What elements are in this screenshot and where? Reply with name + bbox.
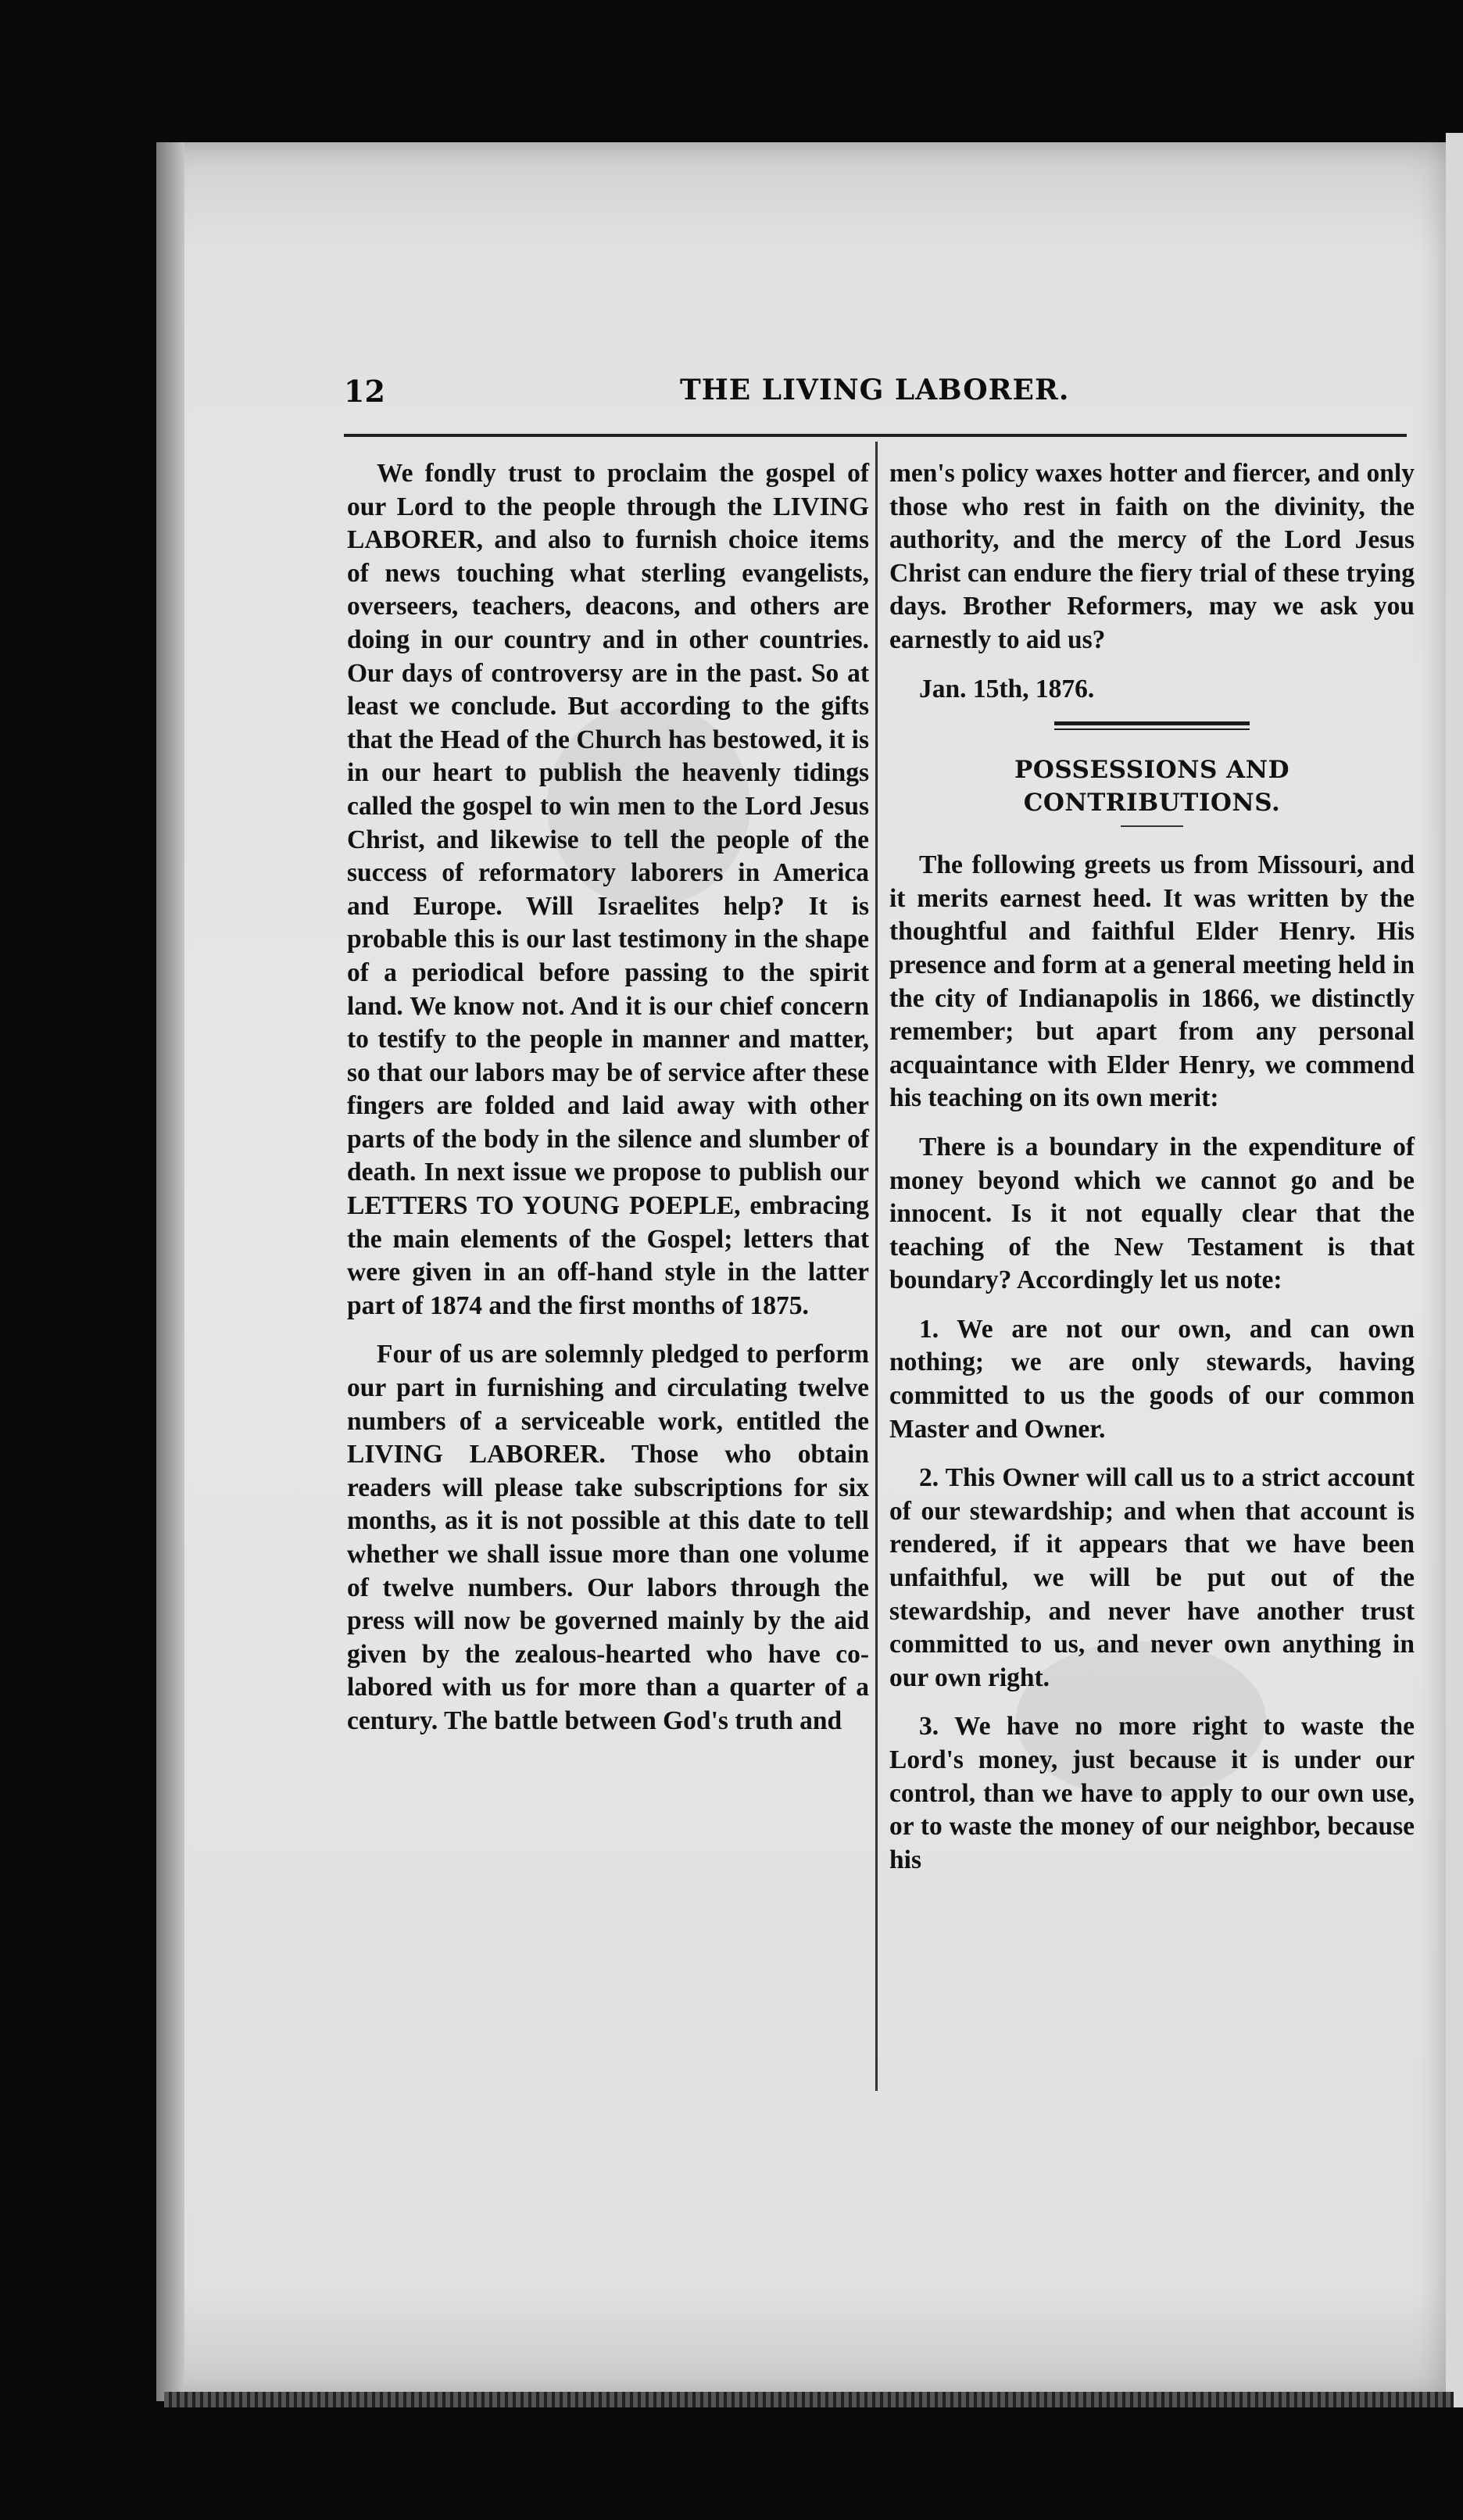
numbered-point: 2. This Owner will call us to a strict account of our stewardship; and when that account is rendered, if it appears that we have been unfaithful, we will be put out of the stewardship, and never have another trust committed to us, and never own anything in our own right. <box>889 1463 1415 1692</box>
column-divider <box>875 442 878 2091</box>
page-edge-shadow <box>156 142 184 2401</box>
heading-rule <box>1121 825 1183 827</box>
page-header <box>344 374 1407 421</box>
left-column <box>347 457 869 1754</box>
page-number: 12 <box>344 374 385 409</box>
page-bottom-edge <box>164 2392 1454 2407</box>
date-line: Jan. 15th, 1876. <box>919 674 1095 703</box>
paragraph: Four of us are solemnly pledged to perform our part in furnishing and circulating twelve numbers of a serviceable work, entitled the LIVING LABORER. Those who obtain readers will please take subscriptions for six months, as it is not possible at this date to tell whether we shall issue more than one volume of twelve numbers. Our labors through the press will now be governed mainly by the aid given by the zealous-hearted who have co-labored with us for more than a quarter of a century. The battle between God's truth and <box>347 1340 869 1735</box>
adjacent-page-edge <box>1446 133 1463 2407</box>
continued-paragraph: men's policy waxes hotter and fiercer, and only those who rest in faith on the divinity, the authority, and the mercy of the Lord Jesus Christ can endure the fiery trial of these trying days. Brother Reformers, may we ask you earnestly to aid us? <box>889 459 1415 654</box>
paragraph: The following greets us from Missouri, and it merits earnest heed. It was written by the thoughtful and faithful Elder Henry. His presence and form at a general meeting held in the city of Indianapolis in 1866, we distinctly remember; but apart from any personal acquaintance with Elder Henry, we commend his teaching on its own merit: <box>889 850 1415 1113</box>
quoted-paragraph: There is a boundary in the expenditure of money beyond which we cannot go and be innocent. Is it not equally clear that the teaching of the New Testament is that boundary? Accordingly let us note: <box>889 1132 1415 1295</box>
article-heading: POSSESSIONS AND CONTRIBUTIONS. <box>1014 756 1290 818</box>
right-column <box>889 457 1415 1892</box>
numbered-point: 3. We have no more right to waste the Lord's money, just because it is under our control, than we have to apply to our own use, or to waste the money of our neighbor, because his <box>889 1712 1415 1874</box>
header-rule <box>344 434 1407 437</box>
paragraph: We fondly trust to proclaim the gospel of our Lord to the people through the LIVING LABORER, and also to furnish choice items of news touching what sterling evangelists, overseers, teachers, deacons, and others are doing in our country and in other countries. Our days of controversy are in the past. So at least we conclude. But according to the gifts that the Head of the Church has bestowed, it is in our heart to publish the heavenly tidings called the gospel to win men to the Lord Jesus Christ, and likewise to tell the people of the success of reformatory laborers in America and Europe. Will Israelites help? It is probable this is our last testimony in the shape of a periodical before passing to the spirit land. We know not. And it is our chief concern to testify to the people in manner and matter, so that our labors may be of service after these fingers are folded and laid away with other parts of the body in the silence and slumber of death. In next issue we propose to publish our LETTERS TO YOUNG POEPLE, embracing the main elements of the Gospel; letters that were given in an off-hand style in the latter part of 1874 and the first months of 1875. <box>347 459 869 1320</box>
numbered-point: 1. We are not our own, and can own nothing; we are only stewards, having committed to us the goods of our common Master and Owner. <box>889 1314 1415 1444</box>
section-ornament <box>1054 721 1250 730</box>
running-title: THE LIVING LABORER. <box>680 374 1070 406</box>
